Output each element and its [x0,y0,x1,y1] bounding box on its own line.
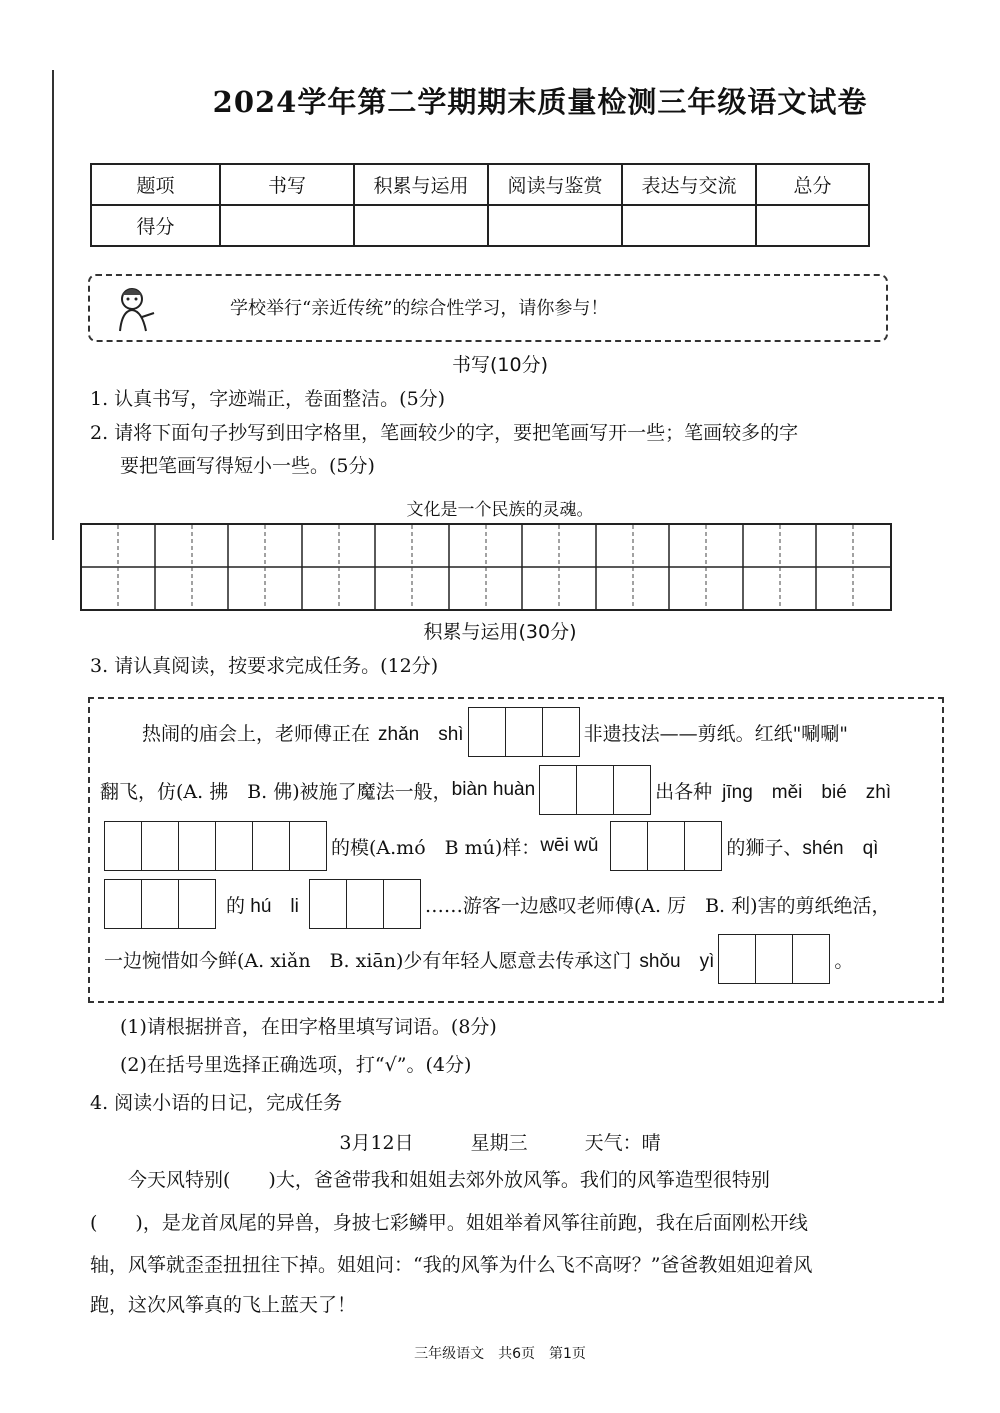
diary-line-4: 跑，这次风筝真的飞上蓝天了！ [90,1294,357,1316]
score-header-reading: 阅读与鉴赏 [488,164,622,205]
question-2-line1: 2. 请将下面句子抄写到田字格里，笔画较少的字，要把笔画写开一些；笔画较多的字 [90,422,799,444]
score-header-total: 总分 [756,164,869,205]
passage-text: 的狮子、 [726,836,803,859]
diary-line-1: 今天风特别( )大，爸爸带我和姐姐去郊外放风筝。我们的风筝造型很特别 [128,1169,770,1191]
score-header-accumulation: 积累与运用 [354,164,488,205]
diary-line-3: 轴，风筝就歪歪扭扭往下掉。姐姐问：“我的风筝为什么飞不高呀？”爸爸教姐姐迎着风 [90,1254,813,1276]
diary-line-2: ( )，是龙首凤尾的异兽，身披七彩鳞甲。姐姐举着风筝往前跑，我在后面刚松开线 [90,1212,808,1234]
question-1: 1. 认真书写，字迹端正，卷面整洁。(5分) [90,388,446,410]
question-3: 3. 请认真阅读，按要求完成任务。(12分) [90,655,439,677]
passage-text: 翻飞，仿(A. 拂 B. 佛)被施了魔法一般， [100,780,452,803]
passage-text: 出各种 [655,780,713,803]
score-header-writing: 书写 [220,164,354,205]
passage-text: 的模(A.mó B mú)样： [331,836,541,859]
girl-illustration-icon [108,283,158,333]
pinyin-huli: 的 hú li [226,895,299,917]
score-row-label: 得分 [91,205,220,246]
pinyin-bianhuan: biàn huàn [451,779,536,800]
question-2-line2: 要把笔画写得短小一些。(5分) [120,455,375,477]
page-footer: 三年级语文 共6页 第1页 [414,1346,586,1362]
subtask-2: (2)在括号里选择正确选项，打“√”。(4分) [120,1054,472,1076]
passage-text: 。 [834,949,854,972]
writing-grid[interactable] [80,523,892,611]
score-cell[interactable] [488,205,622,246]
subtask-1: (1)请根据拼音，在田字格里填写词语。(8分) [120,1016,497,1038]
answer-grid-zhanshi[interactable] [468,707,580,757]
answer-grid-weiwu[interactable] [610,821,722,871]
passage-line-1 [142,707,848,757]
score-cell[interactable] [756,205,869,246]
passage-line-4 [104,879,891,929]
answer-grid-jingmeibiezhi[interactable] [104,821,327,871]
score-table [90,163,870,247]
answer-grid-shouyi[interactable] [718,934,830,984]
score-cell[interactable] [220,205,354,246]
section-accumulation-title: 积累与运用(30分) [423,621,577,643]
question-4: 4. 阅读小语的日记，完成任务 [90,1092,343,1114]
score-cell[interactable] [354,205,488,246]
pinyin-jingmeibiezhi: jīng měi bié zhì [722,781,892,803]
passage-line-2 [100,765,891,815]
passage-text: 一边惋惜如今鲜(A. xiǎn B. xiān)少有年轻人愿意去传承这门 [104,949,632,972]
binding-margin-line [52,70,54,540]
answer-grid-shenqi[interactable] [104,879,216,929]
pinyin-shouyi: shǒu yì [639,950,715,972]
passage-box [88,697,944,1003]
passage-line-5 [104,934,853,984]
passage-text: 非遗技法——剪纸。红纸"唰唰" [583,722,849,745]
pinyin-weiwu: wēi wǔ [540,835,599,856]
passage-text: ……游客一边感叹老师傅(A. 厉 B. 利)害的剪纸绝活， [424,894,891,917]
score-header-item: 题项 [91,164,220,205]
exam-title: 2024学年第二学期期末质量检测三年级语文试卷 [212,85,868,119]
pinyin-zhanshi: zhǎn shì [378,723,464,745]
copy-sentence: 文化是一个民族的灵魂。 [406,500,594,520]
pinyin-shenqi: shén qì [802,837,879,859]
answer-grid-huli[interactable] [309,879,421,929]
passage-line-3 [104,821,878,871]
score-cell[interactable] [622,205,756,246]
diary-header: 3月12日 星期三 天气：晴 [339,1132,661,1154]
section-writing-title: 书写(10分) [451,354,548,376]
answer-grid-bianhuan[interactable] [539,765,651,815]
passage-text: 热闹的庙会上，老师傅正在 [142,722,371,745]
banner-text: 学校举行“亲近传统”的综合性学习，请你参与！ [230,298,609,319]
score-header-expression: 表达与交流 [622,164,756,205]
